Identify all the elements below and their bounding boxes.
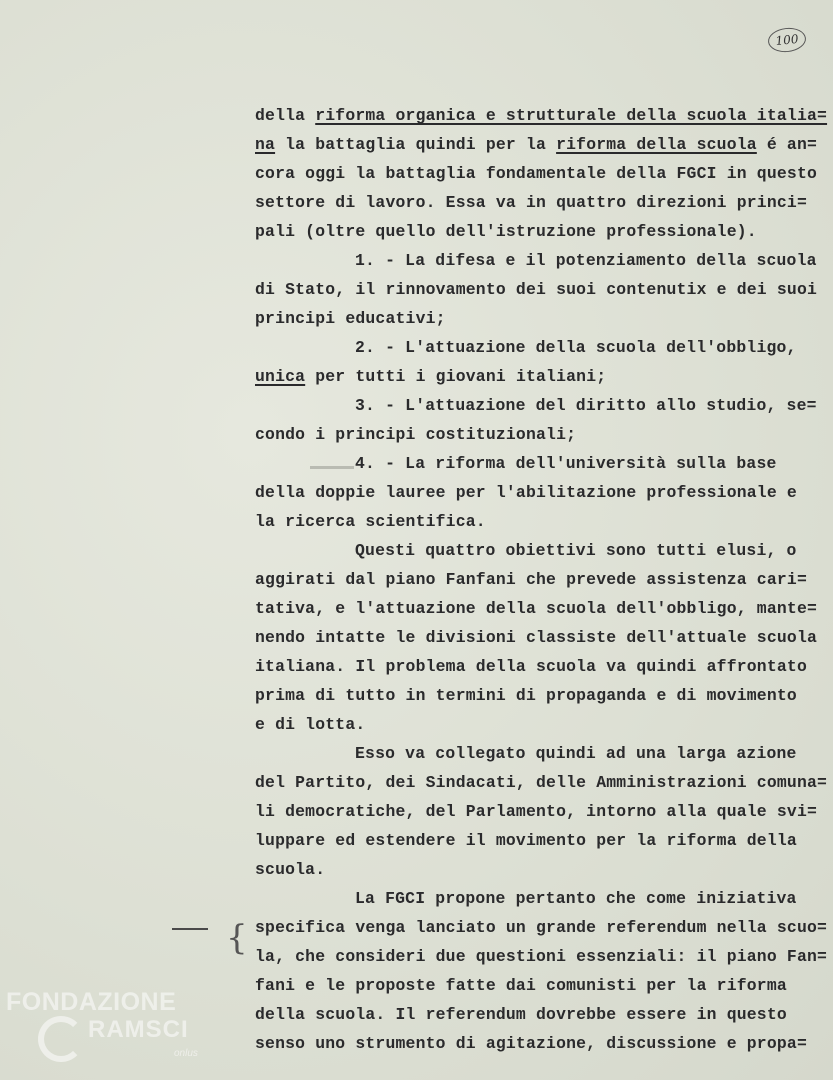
text-line <box>255 715 365 734</box>
text-line <box>355 251 817 270</box>
underlined-text: na <box>255 135 276 154</box>
text-line <box>255 425 576 444</box>
watermark-g-icon <box>38 1016 84 1062</box>
text-line <box>255 947 827 966</box>
text-line <box>255 512 486 531</box>
text-segment: 1. - La difesa e il potenziamento della scuola <box>355 251 817 270</box>
text-line <box>355 454 777 473</box>
text-segment: principi educativi; <box>255 309 446 328</box>
pencil-mark <box>310 466 354 469</box>
text-segment: prima di tutto in termini di propaganda e di movimento <box>255 686 797 705</box>
watermark-logo <box>6 988 206 1074</box>
text-segment: li democratiche, del Parlamento, intorno alla quale svi= <box>255 802 818 821</box>
text-segment: fani e le proposte fatte dai comunisti per la riforma <box>255 976 787 995</box>
text-segment: condo i principi costituzionali; <box>255 425 577 444</box>
text-segment: cora oggi la battaglia fondamentale della FGCI in questo <box>255 164 818 183</box>
text-segment: della doppie lauree per l'abilitazione professionale e <box>255 483 797 502</box>
text-line <box>355 541 797 560</box>
text-segment: pali (oltre quello dell'istruzione professionale). <box>255 222 757 241</box>
text-line <box>355 889 797 908</box>
text-line <box>255 860 325 879</box>
text-line <box>355 338 797 357</box>
margin-brace-mark: { <box>226 918 248 958</box>
text-segment: senso uno strumento di agitazione, discussione e propa= <box>255 1034 807 1053</box>
text-segment: luppare ed estendere il movimento per la riforma della <box>255 831 797 850</box>
text-segment: tativa, e l'attuazione della scuola dell'obbligo, mante= <box>255 599 818 618</box>
text-segment: la, che consideri due questioni essenziali: il piano Fan= <box>255 947 828 966</box>
text-line <box>255 976 787 995</box>
text-line <box>255 599 817 618</box>
text-line <box>255 802 817 821</box>
text-segment: la ricerca scientifica. <box>255 512 486 531</box>
text-line <box>255 831 797 850</box>
text-line <box>255 686 797 705</box>
text-line <box>355 744 797 763</box>
page-number: 100 <box>767 26 807 54</box>
text-segment: italiana. Il problema della scuola va quindi affrontato <box>255 657 807 676</box>
text-line <box>255 483 797 502</box>
text-segment: di Stato, il rinnovamento dei suoi contenutix e dei suoi <box>255 280 818 299</box>
text-line <box>255 657 807 676</box>
text-line <box>255 367 606 386</box>
text-segment: e di lotta. <box>255 715 366 734</box>
text-line <box>255 918 827 937</box>
text-line <box>355 396 817 415</box>
text-line <box>255 628 817 647</box>
text-segment: aggirati dal piano Fanfani che prevede assistenza cari= <box>255 570 807 589</box>
text-line <box>255 1005 787 1024</box>
text-segment: nendo intatte le divisioni classiste dell'attuale scuola <box>255 628 818 647</box>
text-line <box>255 193 807 212</box>
text-segment: della scuola. Il referendum dovrebbe essere in questo <box>255 1005 787 1024</box>
text-segment: la battaglia quindi per la <box>275 135 557 154</box>
text-line <box>255 309 446 328</box>
text-line <box>255 570 807 589</box>
text-segment: settore di lavoro. Essa va in quattro direzioni princi= <box>255 193 807 212</box>
text-line <box>255 222 757 241</box>
text-line <box>255 135 817 154</box>
text-segment: del Partito, dei Sindacati, delle Amministrazioni comuna= <box>255 773 828 792</box>
watermark-line-3: onlus <box>174 1048 198 1059</box>
text-line <box>255 773 827 792</box>
margin-dash-mark <box>172 928 208 930</box>
underlined-text: unica <box>255 367 306 386</box>
text-segment: La FGCI propone pertanto che come iniziativa <box>355 889 797 908</box>
underlined-text: riforma della scuola <box>556 135 757 154</box>
text-line <box>255 164 817 183</box>
text-line <box>255 280 817 299</box>
text-segment: 3. - L'attuazione del diritto allo studio, se= <box>355 396 817 415</box>
watermark-line-1: FONDAZIONE <box>6 988 177 1016</box>
text-segment: per tutti i giovani italiani; <box>305 367 607 386</box>
watermark-line-2: RAMSCI <box>88 1016 189 1043</box>
text-segment: Questi quattro obiettivi sono tutti elusi, o <box>355 541 797 560</box>
text-segment: Esso va collegato quindi ad una larga azione <box>355 744 797 763</box>
text-segment: della <box>255 106 316 125</box>
text-segment: é an= <box>756 135 818 154</box>
text-segment: 4. - La riforma dell'università sulla base <box>355 454 777 473</box>
text-line <box>255 106 827 125</box>
text-segment: scuola. <box>255 860 326 879</box>
text-line <box>255 1034 807 1053</box>
text-segment: 2. - L'attuazione della scuola dell'obbligo, <box>355 338 797 357</box>
text-segment: specifica venga lanciato un grande referendum nella scuo= <box>255 918 828 937</box>
underlined-text: riforma organica e strutturale della scuola italia= <box>315 106 828 125</box>
